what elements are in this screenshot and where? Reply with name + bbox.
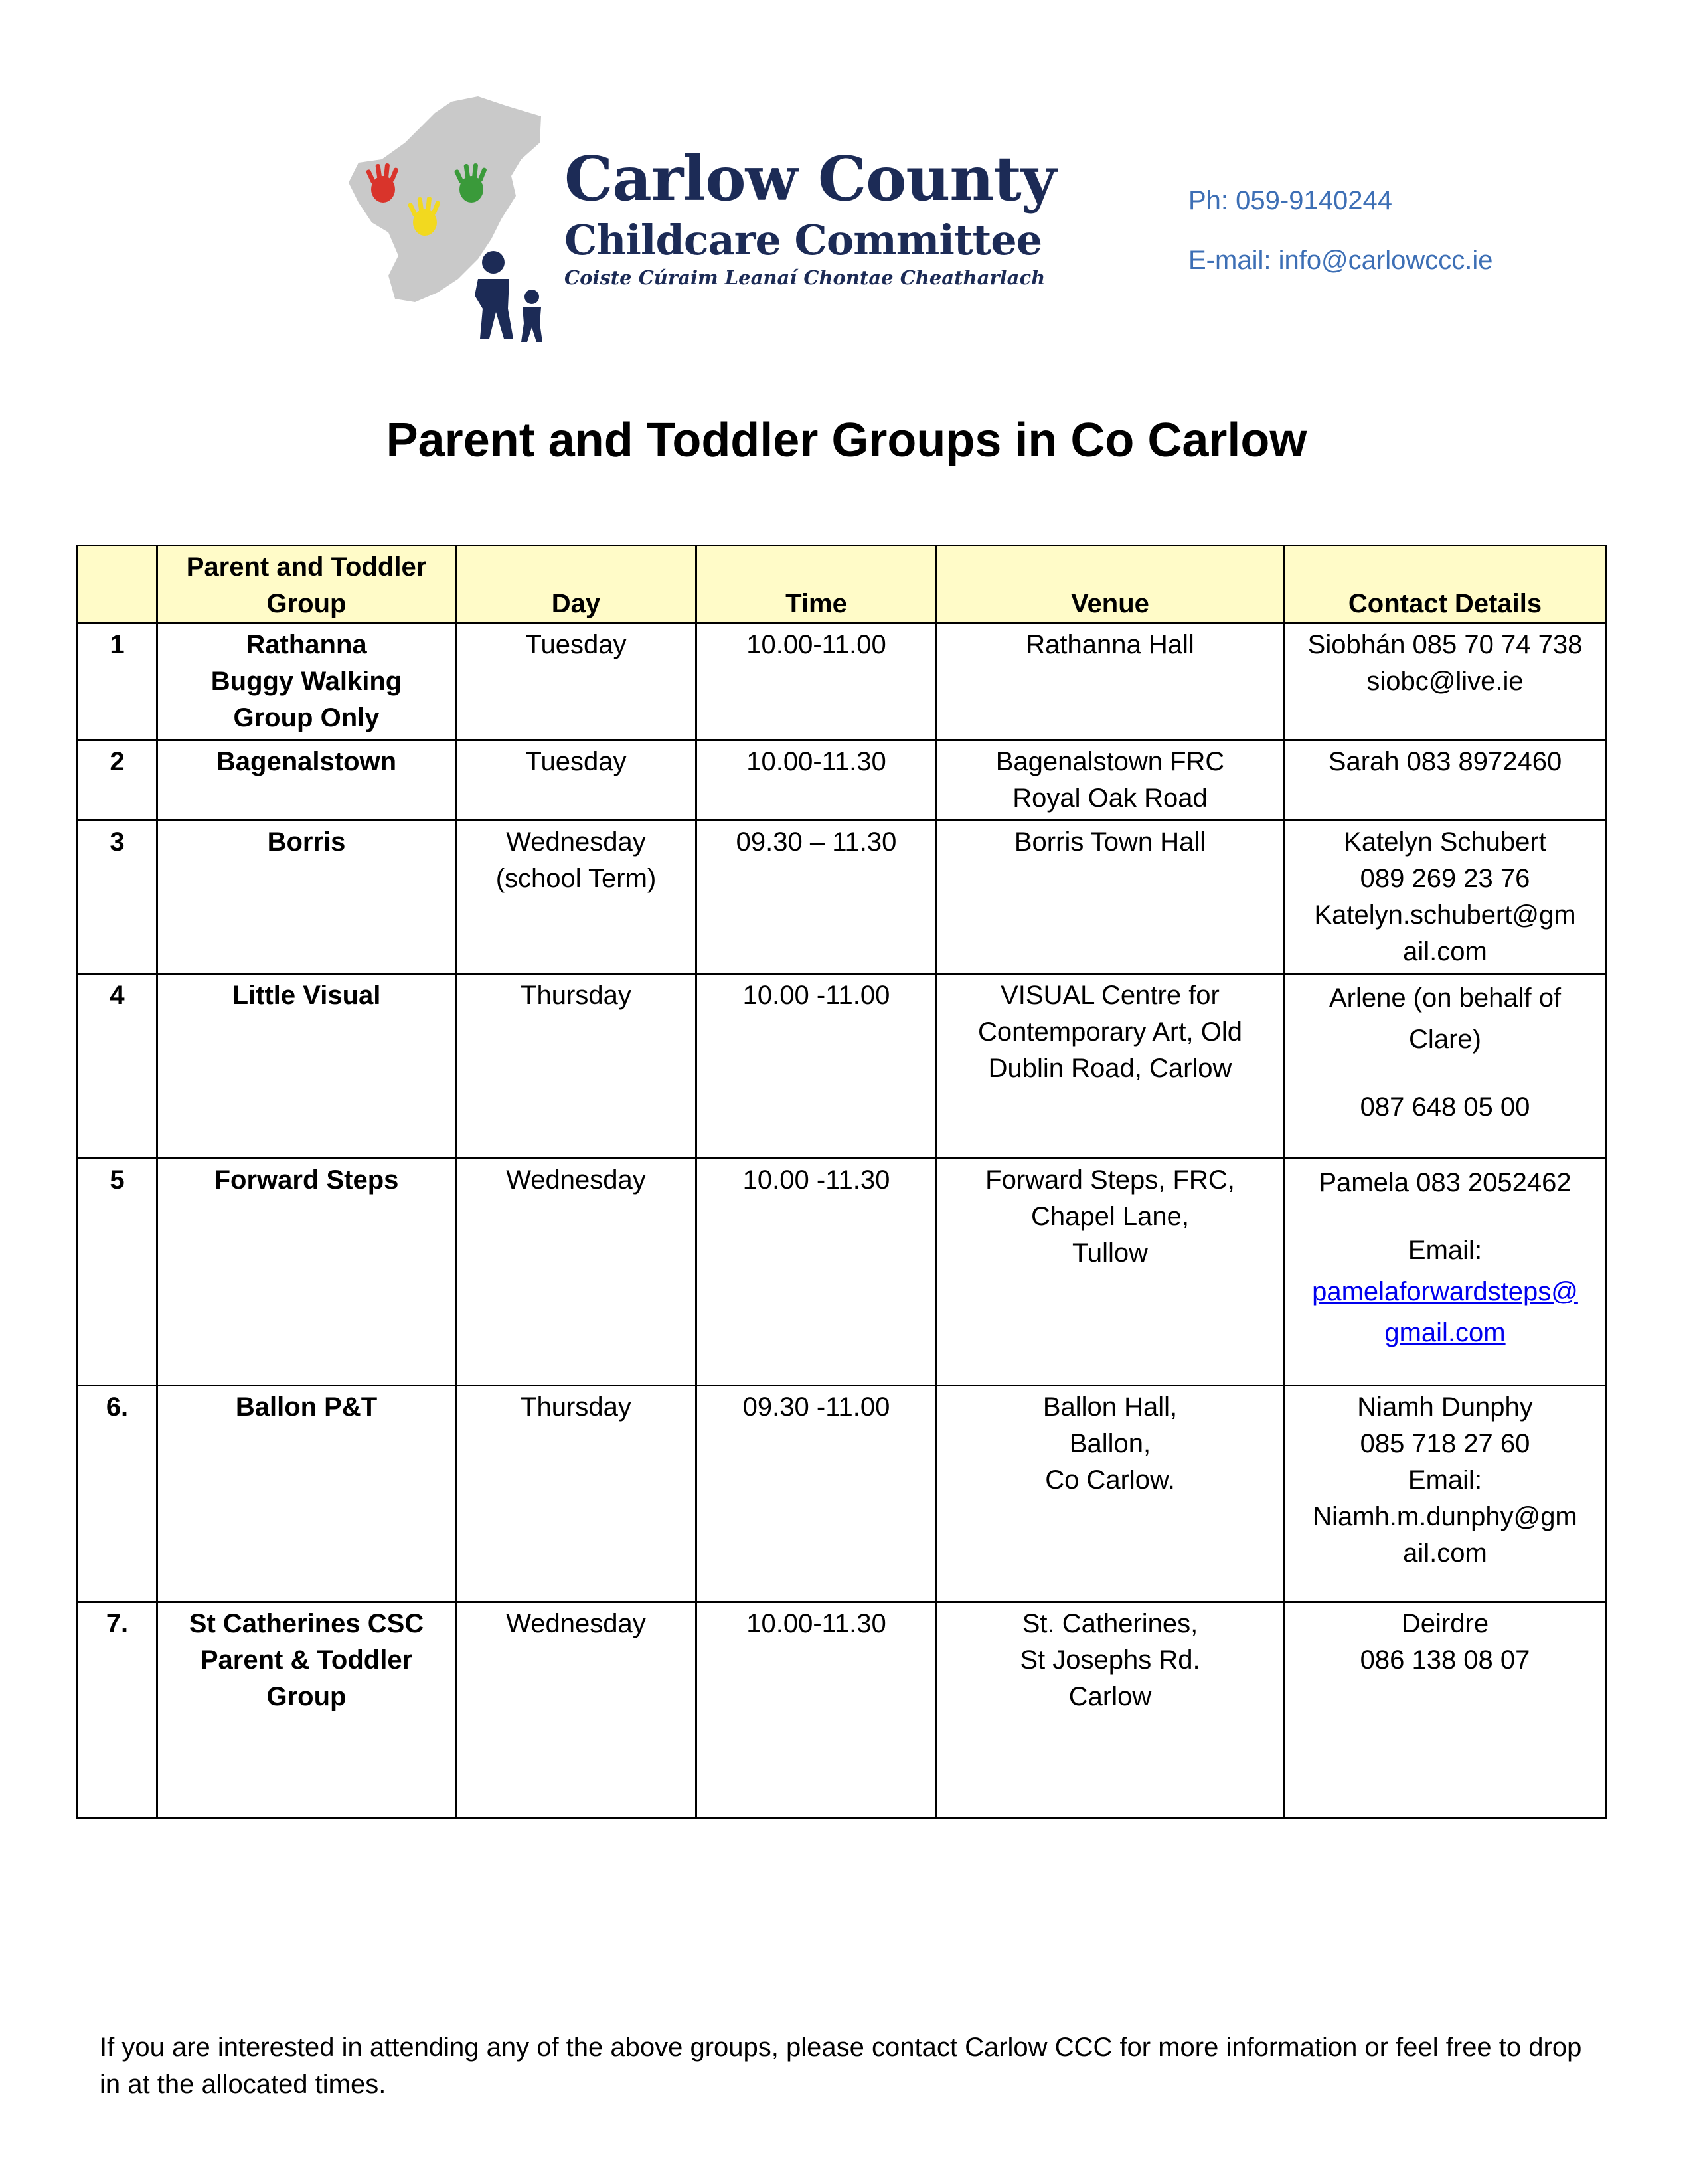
table-row — [78, 740, 1607, 821]
group-contact: Sarah 083 8972460 — [1284, 740, 1607, 821]
header-day: Day — [456, 546, 696, 624]
group-venue: Rathanna Hall — [937, 624, 1284, 740]
row-number: 6. — [78, 1386, 157, 1602]
header-venue: Venue — [937, 546, 1284, 624]
group-name: Bagenalstown — [157, 740, 456, 821]
footer-note: If you are interested in attending any of the above groups, please contact Carlow CCC for more information or feel free to drop in at the allocated times. — [100, 2033, 1582, 2099]
group-venue: Forward Steps, FRC, Chapel Lane, Tullow — [937, 1159, 1284, 1386]
group-day: Thursday — [456, 1386, 696, 1602]
table-header-row — [78, 546, 1607, 624]
parent-child-figure-icon — [475, 251, 542, 342]
group-day: Tuesday — [456, 624, 696, 740]
group-venue: St. Catherines, St Josephs Rd. Carlow — [937, 1602, 1284, 1819]
group-name: Little Visual — [157, 974, 456, 1159]
group-venue: VISUAL Centre for Contemporary Art, Old Dublin Road, Carlow — [937, 974, 1284, 1159]
groups-table — [76, 545, 1607, 1819]
table-row — [78, 821, 1607, 974]
header-time: Time — [696, 546, 937, 624]
table-row — [78, 1159, 1607, 1386]
email-link-pamela[interactable]: pamelaforwardsteps@ gmail.com — [1312, 1277, 1578, 1347]
row-number: 7. — [78, 1602, 157, 1819]
table-row — [78, 1602, 1607, 1819]
group-name: Ballon P&T — [157, 1386, 456, 1602]
contact-email: E-mail: info@carlowccc.ie — [1188, 246, 1493, 275]
group-time: 09.30 – 11.30 — [696, 821, 937, 974]
group-time: 10.00 -11.30 — [696, 1159, 937, 1386]
group-day: Wednesday — [456, 1602, 696, 1819]
group-venue: Bagenalstown FRC Royal Oak Road — [937, 740, 1284, 821]
table-row — [78, 1386, 1607, 1602]
group-day: Wednesday (school Term) — [456, 821, 696, 974]
group-day: Tuesday — [456, 740, 696, 821]
group-contact: Arlene (on behalf of Clare) 087 648 05 00 — [1284, 974, 1607, 1159]
logo-name-line1: Carlow County — [564, 143, 1056, 214]
row-number: 2 — [78, 740, 157, 821]
row-number: 5 — [78, 1159, 157, 1386]
page-title: Parent and Toddler Groups in Co Carlow — [386, 414, 1307, 467]
group-time: 09.30 -11.00 — [696, 1386, 937, 1602]
group-contact: Katelyn Schubert 089 269 23 76 Katelyn.schubert@gm ail.com — [1284, 821, 1607, 974]
table-row — [78, 624, 1607, 740]
group-name: Rathanna Buggy Walking Group Only — [157, 624, 456, 740]
logo-name-line2: Childcare Committee — [564, 216, 1042, 264]
logo — [342, 96, 1056, 349]
row-number: 1 — [78, 624, 157, 740]
group-time: 10.00-11.00 — [696, 624, 937, 740]
header-number — [78, 546, 157, 624]
group-time: 10.00-11.30 — [696, 740, 937, 821]
group-venue: Ballon Hall, Ballon, Co Carlow. — [937, 1386, 1284, 1602]
group-name: St Catherines CSC Parent & Toddler Group — [157, 1602, 456, 1819]
group-day: Wednesday — [456, 1159, 696, 1386]
group-time: 10.00-11.30 — [696, 1602, 937, 1819]
row-number: 4 — [78, 974, 157, 1159]
logo-irish-name: Coiste Cúraim Leanaí Chontae Cheatharlach — [564, 266, 1046, 289]
group-time: 10.00 -11.00 — [696, 974, 937, 1159]
header-contact: Contact Details — [1284, 546, 1607, 624]
group-day: Thursday — [456, 974, 696, 1159]
group-contact: Pamela 083 2052462 Email: pamelaforwardsteps@ gmail.com — [1284, 1159, 1607, 1386]
table-row — [78, 974, 1607, 1159]
group-venue: Borris Town Hall — [937, 821, 1284, 974]
contact-phone: Ph: 059-9140244 — [1188, 186, 1392, 215]
group-contact: Siobhán 085 70 74 738 siobc@live.ie — [1284, 624, 1607, 740]
row-number: 3 — [78, 821, 157, 974]
group-contact: Deirdre 086 138 08 07 — [1284, 1602, 1607, 1819]
header-group: Parent and Toddler Group — [157, 546, 456, 624]
group-contact: Niamh Dunphy 085 718 27 60 Email: Niamh.m.dunphy@gm ail.com — [1284, 1386, 1607, 1602]
group-name: Borris — [157, 821, 456, 974]
county-map-logo-graphic — [342, 96, 561, 349]
group-name: Forward Steps — [157, 1159, 456, 1386]
